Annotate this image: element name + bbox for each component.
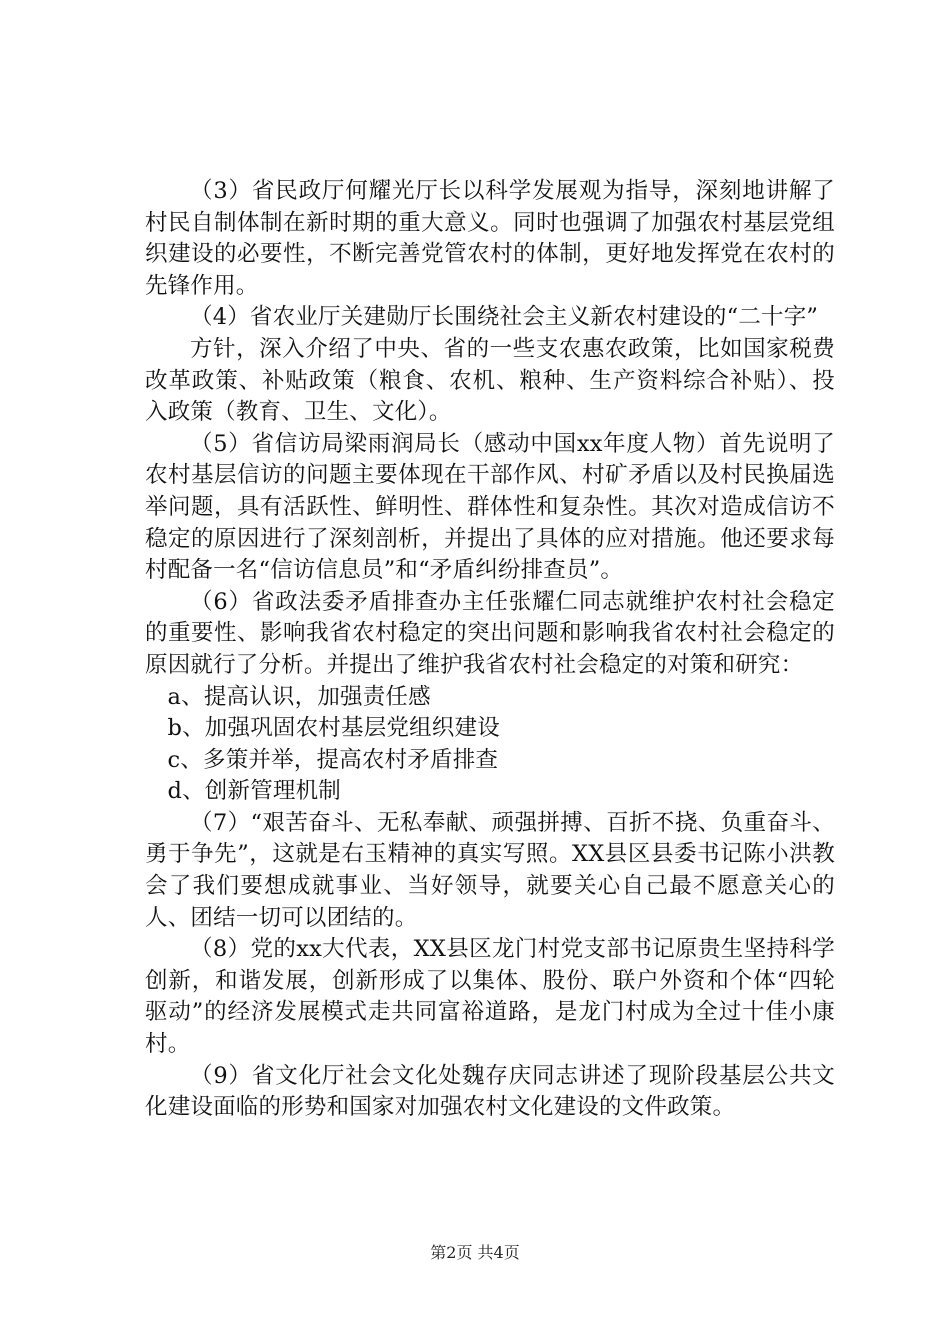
list-item-d: d、创新管理机制 bbox=[167, 778, 342, 805]
list-item-a: a、提高认识，加强责任感 bbox=[167, 683, 431, 710]
paragraph-3: （3）省民政厅何耀光厅长以科学发展观为指导，深刻地讲解了村民自制体制在新时期的重大意义。同时也强调了加强农村基层党组织建设的必要性，不断完善党管农村的体制，更好地发挥党在农村的先锋作用。 bbox=[145, 178, 835, 299]
paragraph-4-continued: 方针，深入介绍了中央、省的一些支农惠农政策，比如国家税费改革政策、补贴政策（粮食、农机、粮种、生产资料综合补贴）、投入政策（教育、卫生、文化）。 bbox=[145, 335, 835, 426]
paragraph-4: （4）省农业厅关建勋厅长围绕社会主义新农村建设的“二十字” bbox=[190, 304, 819, 331]
page-footer bbox=[0, 1243, 950, 1263]
paragraph-6: （6）省政法委矛盾排查办主任张耀仁同志就维护农村社会稳定的重要性、影响我省农村稳定的突出问题和影响我省农村社会稳定的原因就行了分析。并提出了维护我省农村社会稳定的对策和研究： bbox=[145, 588, 835, 678]
paragraph-5: （5）省信访局梁雨润局长（感动中国xx年度人物）首先说明了农村基层信访的问题主要体现在干部作风、村矿矛盾以及村民换届选举问题，具有活跃性、鲜明性、群体性和复杂性。其次对造成信访不稳定的原因进行了深刻剖析，并提出了具体的应对措施。他还要求每村配备一名“信访信息员”和“矛盾纠纷排查员”。 bbox=[145, 430, 835, 584]
page-number-label: 第2页 共4页 bbox=[430, 1243, 520, 1262]
list-item-c: c、多策并举，提高农村矛盾排查 bbox=[167, 746, 499, 773]
paragraph-8: （8）党的xx大代表，XX县区龙门村党支部书记原贵生坚持科学创新，和谐发展，创新形成了以集体、股份、联户外资和个体“四轮驱动”的经济发展模式走共同富裕道路，是龙门村成为全过十佳小康村。 bbox=[145, 936, 835, 1058]
paragraph-7: （7）“艰苦奋斗、无私奉献、顽强拼搏、百折不挠、负重奋斗、勇于争先”，这就是右玉精神的真实写照。XX县区县委书记陈小洪教会了我们要想成就事业、当好领导，就要关心自己最不愿意关心的人、团结一切可以团结的。 bbox=[145, 809, 835, 931]
paragraph-9: （9）省文化厅社会文化处魏存庆同志讲述了现阶段基层公共文化建设面临的形势和国家对加强农村文化建设的文件政策。 bbox=[145, 1062, 835, 1121]
list-item-b: b、加强巩固农村基层党组织建设 bbox=[167, 715, 500, 742]
document-body bbox=[145, 176, 835, 1124]
